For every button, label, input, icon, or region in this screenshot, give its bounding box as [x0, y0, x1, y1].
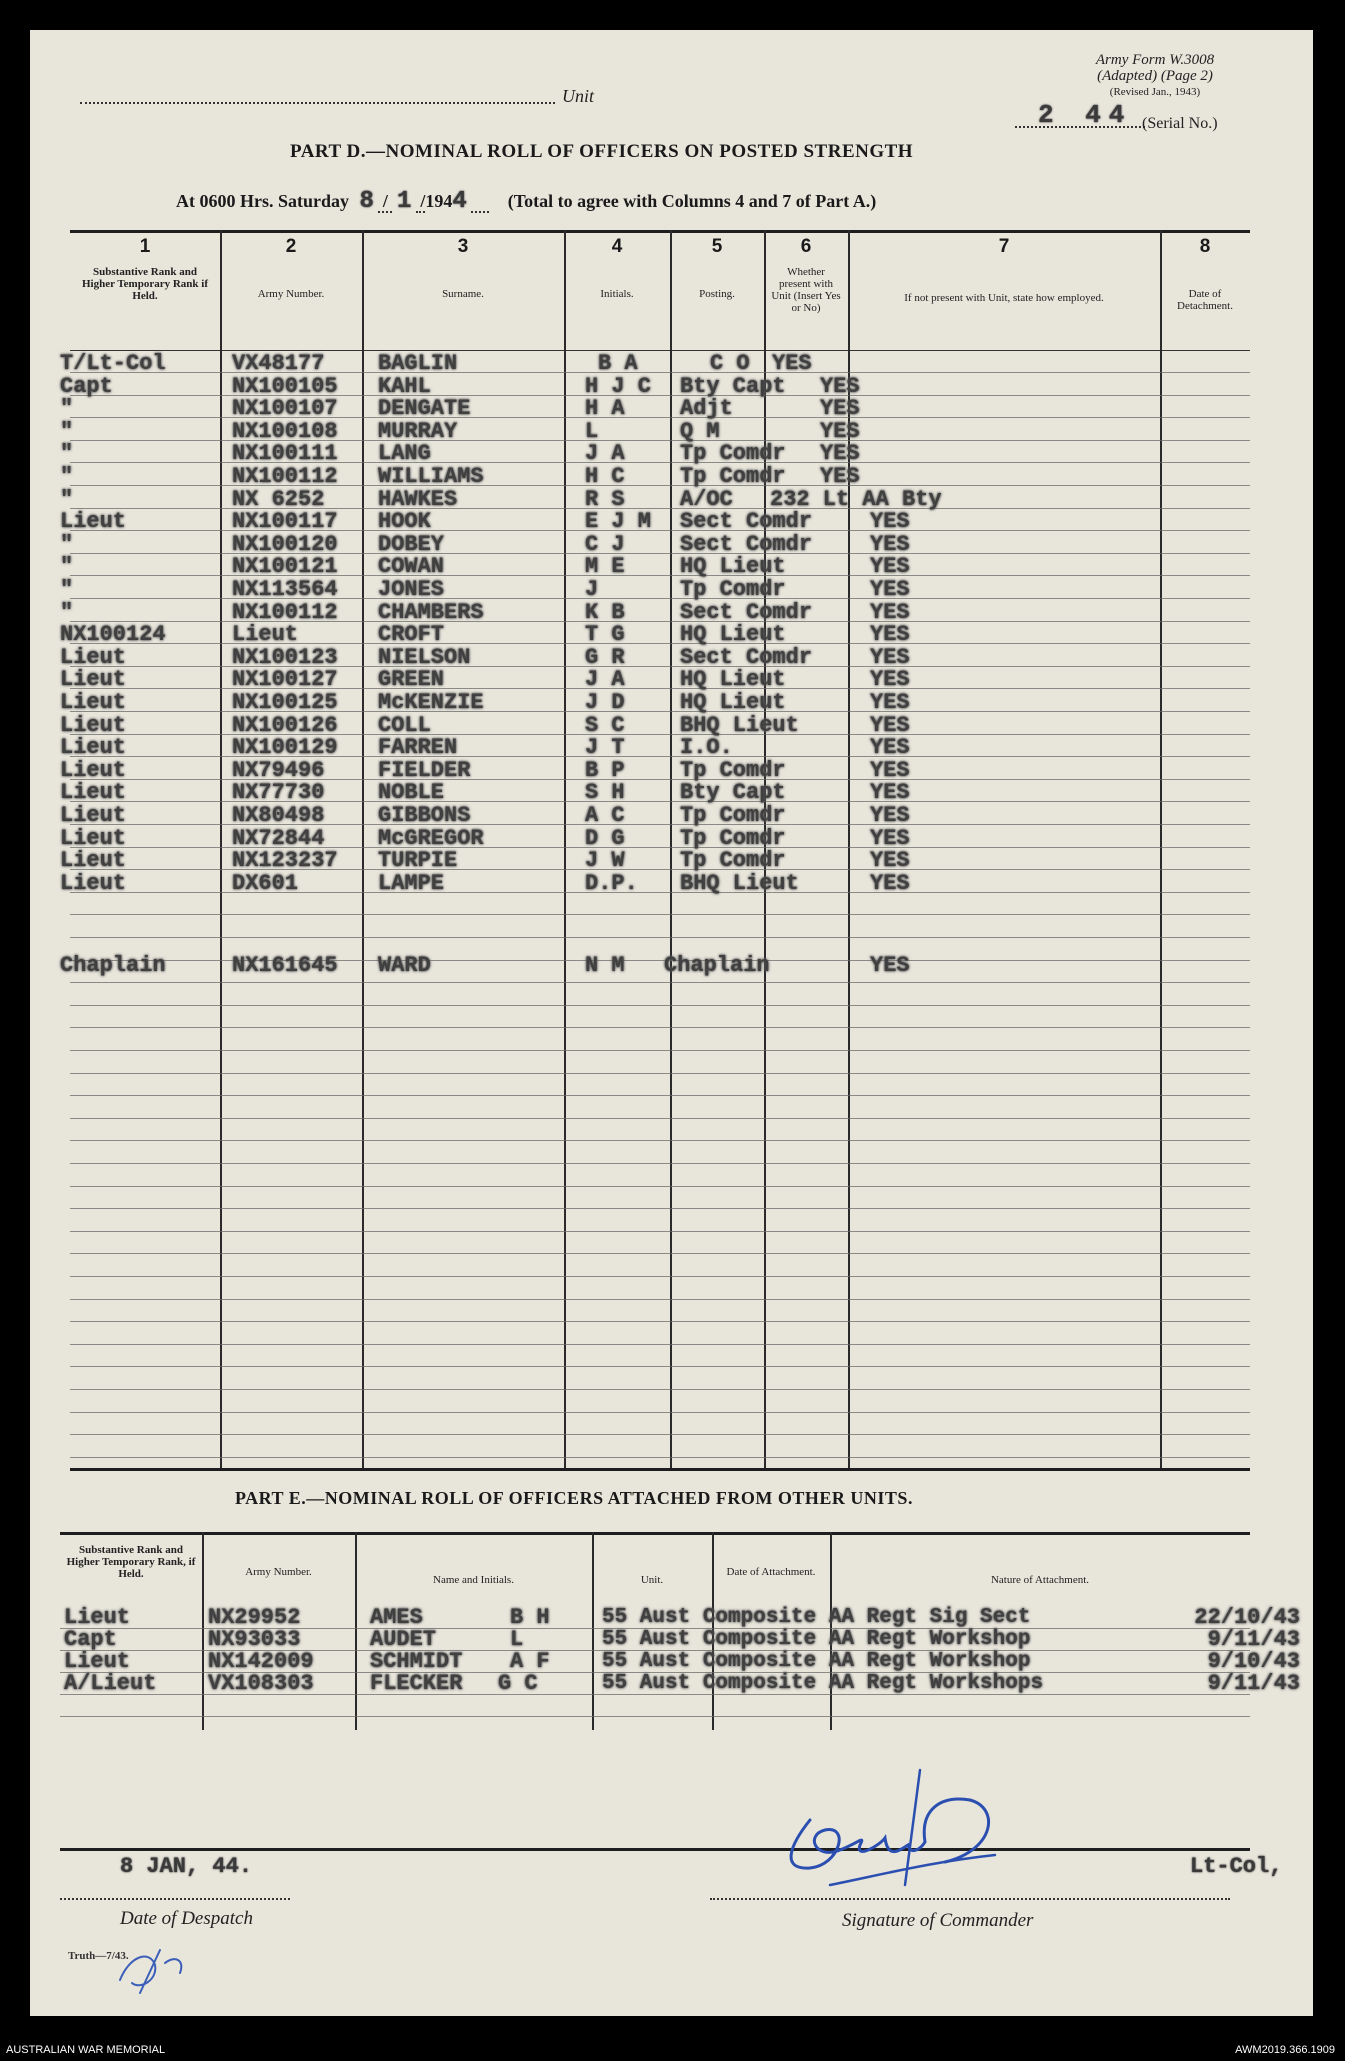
part-d-ruled-line [70, 937, 1250, 938]
part-d-cell: GREEN [378, 667, 445, 692]
part-d-cell: YES [870, 780, 910, 805]
part-e-cell: FLECKER [370, 1671, 463, 1696]
date-prefix: At 0600 Hrs. Saturday [176, 191, 350, 211]
archive-right: AWM2019.366.1909 [1235, 2044, 1335, 2056]
part-e-cell: G C [498, 1671, 538, 1696]
part-e-cell: NX93033 [208, 1627, 301, 1652]
part-d-cell: COLL [378, 713, 431, 738]
commander-rank: Lt-Col, [1190, 1854, 1283, 1879]
part-d-ruled-line [70, 982, 1250, 983]
part-d-cell: YES [820, 396, 860, 421]
archive-footer [0, 2037, 1345, 2061]
part-d-cell: E J M [585, 509, 652, 534]
part-d-cell: Q M [680, 419, 720, 444]
part-e-cell: A/Lieut [64, 1671, 157, 1696]
part-d-cell: HQ Lieut [680, 554, 786, 579]
part-d-cell: YES [870, 826, 910, 851]
form-ref-line-1: Army Form W.3008 [1095, 52, 1215, 68]
part-e-col-divider [202, 1532, 204, 1730]
part-d-cell: Chaplain [60, 953, 166, 978]
part-e-col-header: Name and Initials. [433, 1574, 514, 1586]
part-d-cell: N M [585, 953, 625, 978]
part-d-col-divider [670, 230, 672, 1468]
date-slash-1: / [378, 191, 393, 211]
part-d-cell: FIELDER [378, 758, 471, 783]
part-d-cell: NOBLE [378, 780, 445, 805]
part-e-cell: NX142009 [208, 1649, 314, 1674]
part-d-cell: GIBBONS [378, 803, 471, 828]
part-d-cell: Tp Comdr [680, 848, 786, 873]
part-e-cell: B H [510, 1605, 550, 1630]
part-d-cell: " [60, 419, 74, 444]
part-d-cell: LANG [378, 441, 431, 466]
part-d-cell: BAGLIN [378, 351, 458, 376]
part-d-cell: T G [585, 622, 625, 647]
part-d-cell: " [60, 487, 74, 512]
part-d-cell: Bty Capt [680, 374, 786, 399]
part-d-cell: JONES [378, 577, 445, 602]
part-d-cell: FARREN [378, 735, 458, 760]
part-d-cell: DX601 [232, 871, 299, 896]
part-d-cell: C J [585, 532, 625, 557]
part-d-ruled-line [70, 1118, 1250, 1119]
part-d-col-number: 7 [998, 236, 1010, 257]
date-suffix: (Total to agree with Columns 4 and 7 of Part A.) [507, 191, 877, 211]
part-d-cell: Capt [60, 374, 113, 399]
part-d-ruled-line [70, 1163, 1250, 1164]
part-d-cell: " [60, 396, 74, 421]
part-d-ruled-line [70, 1412, 1250, 1413]
part-d-cell: YES [870, 713, 910, 738]
part-d-col-header: Initials. [600, 288, 634, 300]
part-d-cell: D.P. [585, 871, 638, 896]
part-d-cell: NX80498 [232, 803, 325, 828]
date-day: 8 [359, 188, 374, 215]
part-d-cell: J D [585, 690, 625, 715]
part-d-cell: NX100125 [232, 690, 338, 715]
part-d-cell: J A [585, 667, 625, 692]
part-d-cell: " [60, 532, 74, 557]
part-e-col-header: Substantive Rank and Higher Temporary Rank, if Held. [66, 1544, 196, 1580]
date-of-despatch-label: Date of Despatch [120, 1908, 253, 1929]
part-d-cell: Tp Comdr [680, 464, 786, 489]
part-d-cell: YES [870, 532, 910, 557]
part-d-cell: NX100129 [232, 735, 338, 760]
despatch-date: 8 JAN, 44. [120, 1854, 253, 1879]
part-e-cell: A F [510, 1649, 550, 1674]
part-d-cell: WARD [378, 953, 431, 978]
part-d-cell: T/Lt-Col [60, 351, 166, 376]
part-d-cell: NIELSON [378, 645, 471, 670]
part-d-cell: HQ Lieut [680, 690, 786, 715]
part-d-cell: Chaplain [664, 953, 770, 978]
part-d-cell: Lieut [60, 645, 127, 670]
part-d-cell: YES [820, 464, 860, 489]
part-d-cell: J A [585, 441, 625, 466]
part-d-cell: NX79496 [232, 758, 325, 783]
part-d-cell: NX100123 [232, 645, 338, 670]
part-d-col-header: Army Number. [257, 288, 325, 300]
part-d-col-header: Substantive Rank and Higher Temporary Rank if Held. [81, 266, 208, 302]
part-d-cell: HOOK [378, 509, 431, 534]
part-d-cell: H J C [585, 374, 652, 399]
print-code: Truth—7/43. [68, 1950, 129, 1962]
part-d-cell: NX161645 [232, 953, 338, 978]
part-e-cell: Lieut [64, 1649, 131, 1674]
part-d-cell: CHAMBERS [378, 600, 484, 625]
part-d-cell: NX100105 [232, 374, 338, 399]
part-e-title: PART E.—NOMINAL ROLL OF OFFICERS ATTACHED FROM OTHER UNITS. [235, 1488, 913, 1508]
part-d-cell: YES [870, 803, 910, 828]
part-d-cell: NX100108 [232, 419, 338, 444]
part-d-cell: COWAN [378, 554, 445, 579]
signature-of-commander-label: Signature of Commander [842, 1910, 1034, 1931]
archive-left: AUSTRALIAN WAR MEMORIAL [6, 2044, 166, 2056]
part-d-cell: NX100127 [232, 667, 338, 692]
part-d-ruled-line [70, 1027, 1250, 1028]
part-d-cell: MURRAY [378, 419, 458, 444]
part-d-cell: YES [820, 419, 860, 444]
part-e-cell: 9/11/43 [1207, 1627, 1300, 1652]
part-e-cell: 55 Aust Composite AA Regt Sig Sect [602, 1606, 1031, 1629]
part-d-col-header: Surname. [442, 288, 484, 300]
date-year-prefix: 194 [425, 191, 453, 211]
part-d-cell: NX100124 [60, 622, 166, 647]
part-d-cell: J W [585, 848, 625, 873]
part-d-cell: L [585, 419, 599, 444]
part-e-cell: AMES [370, 1605, 423, 1630]
footer-rule [60, 1848, 1250, 1851]
part-d-col-header: Posting. [699, 288, 735, 300]
part-d-cell: YES [870, 667, 910, 692]
part-d-col-header: Date of Detachment. [1177, 288, 1233, 312]
part-d-cell: KAHL [378, 374, 431, 399]
date-year-digit: 4 [452, 188, 467, 215]
part-d-cell: LAMPE [378, 871, 445, 896]
part-d-ruled-line [70, 1344, 1250, 1345]
part-d-cell: YES [870, 554, 910, 579]
part-d-cell: CROFT [378, 622, 445, 647]
part-d-cell: YES [870, 848, 910, 873]
part-d-cell: YES [870, 871, 910, 896]
part-d-ruled-line [70, 1457, 1250, 1458]
part-d-title: PART D.—NOMINAL ROLL OF OFFICERS ON POSTED STRENGTH [290, 141, 914, 162]
part-d-cell: NX113564 [232, 577, 338, 602]
part-d-cell: TURPIE [378, 848, 458, 873]
part-e-col-divider [592, 1532, 594, 1730]
part-d-cell: NX100126 [232, 713, 338, 738]
part-d-cell: NX100112 [232, 464, 338, 489]
part-d-cell: YES [870, 690, 910, 715]
part-d-cell: " [60, 464, 74, 489]
part-d-ruled-line [70, 1366, 1250, 1367]
part-d-cell: NX123237 [232, 848, 338, 873]
part-e-top-rule [60, 1532, 1250, 1535]
date-month: 1 [396, 188, 412, 215]
part-d-cell: Tp Comdr [680, 441, 786, 466]
part-d-cell: Lieut [60, 871, 127, 896]
part-d-ruled-line [70, 1140, 1250, 1141]
date-dots [471, 191, 489, 213]
part-e-cell: 9/10/43 [1207, 1649, 1300, 1674]
part-d-top-rule [70, 230, 1250, 233]
part-d-cell: A C [585, 803, 625, 828]
part-d-cell: DOBEY [378, 532, 445, 557]
form-reference [1030, 52, 1280, 100]
part-d-cell: Lieut [60, 826, 127, 851]
part-d-col-divider [564, 230, 566, 1468]
part-d-cell: NX100112 [232, 600, 338, 625]
part-d-cell: Sect Comdr [680, 600, 813, 625]
part-d-cell: VX48177 [232, 351, 325, 376]
part-e-cell: NX29952 [208, 1605, 301, 1630]
part-d-cell: " [60, 600, 74, 625]
part-d-cell: H C [585, 464, 625, 489]
part-d-cell: " [60, 441, 74, 466]
part-d-cell: DENGATE [378, 396, 471, 421]
part-d-cell: K B [585, 600, 625, 625]
serial-number: 2 44 [1038, 100, 1133, 130]
part-d-cell: YES [870, 735, 910, 760]
part-d-ruled-line [70, 1005, 1250, 1006]
part-d-cell: Lieut [60, 848, 127, 873]
part-d-ruled-line [70, 1253, 1250, 1254]
part-d-cell: Lieut [60, 780, 127, 805]
part-d-cell: R S [585, 487, 625, 512]
part-e-cell: 55 Aust Composite AA Regt Workshop [602, 1628, 1031, 1651]
part-d-cell: NX100111 [232, 441, 338, 466]
part-e-ruled-line [60, 1716, 1250, 1717]
part-d-cell: NX72844 [232, 826, 325, 851]
part-d-ruled-line [70, 1073, 1250, 1074]
part-d-cell: BHQ Lieut [680, 871, 799, 896]
part-d-cell: HAWKES [378, 487, 458, 512]
date-line [176, 188, 1226, 218]
part-d-cell: 232 Lt AA Bty [770, 487, 942, 512]
part-e-cell: Lieut [64, 1605, 131, 1630]
part-e-col-header: Unit. [640, 1574, 664, 1586]
part-d-cell: S C [585, 713, 625, 738]
part-d-ruled-line [70, 1321, 1250, 1322]
part-d-cell: Lieut [60, 509, 127, 534]
part-d-ruled-line [70, 1231, 1250, 1232]
part-d-cell: Tp Comdr [680, 803, 786, 828]
part-e-col-header: Date of Attachment. [726, 1566, 816, 1578]
unit-label: Unit [562, 86, 595, 106]
part-d-cell: I.O. [680, 735, 733, 760]
part-d-cell: YES [772, 351, 812, 376]
unit-dotted-line [80, 102, 555, 104]
part-d-cell: HQ Lieut [680, 622, 786, 647]
part-e-cell: VX108303 [208, 1671, 314, 1696]
part-d-cell: Sect Comdr [680, 509, 813, 534]
part-d-cell: Lieut [60, 690, 127, 715]
part-d-cell: Lieut [60, 803, 127, 828]
part-e-cell: AUDET [370, 1627, 437, 1652]
part-d-col-number: 6 [800, 236, 812, 257]
part-d-cell: YES [870, 577, 910, 602]
part-d-cell: B P [585, 758, 625, 783]
part-d-cell: Adjt [680, 396, 733, 421]
part-d-cell: Sect Comdr [680, 645, 813, 670]
part-d-cell: " [60, 554, 74, 579]
part-d-ruled-line [70, 1389, 1250, 1390]
part-d-cell: G R [585, 645, 625, 670]
part-d-col-number: 4 [611, 236, 623, 257]
part-d-ruled-line [70, 1276, 1250, 1277]
part-d-cell: BHQ Lieut [680, 713, 799, 738]
signature-dotted-line [710, 1898, 1230, 1900]
part-d-cell: Tp Comdr [680, 758, 786, 783]
part-d-ruled-line [70, 1095, 1250, 1096]
part-d-cell: M E [585, 554, 625, 579]
despatch-dotted-line [60, 1898, 290, 1900]
form-ref-line-2: (Adapted) (Page 2) [1097, 68, 1213, 84]
part-e-col-divider [355, 1532, 357, 1730]
part-d-cell: Sect Comdr [680, 532, 813, 557]
part-d-cell: D G [585, 826, 625, 851]
part-d-cell: J [585, 577, 599, 602]
part-d-cell: Tp Comdr [680, 577, 786, 602]
part-d-cell: YES [820, 374, 860, 399]
part-d-ruled-line [70, 1299, 1250, 1300]
part-d-ruled-line [70, 1050, 1250, 1051]
part-d-col-divider [220, 230, 222, 1468]
part-d-cell: " [60, 577, 74, 602]
date-slash-2: / [415, 191, 426, 211]
part-d-ruled-line [70, 914, 1250, 915]
part-e-cell: SCHMIDT [370, 1649, 463, 1674]
form-ref-line-3: (Revised Jan., 1943) [1109, 86, 1201, 98]
part-d-ruled-line [70, 1208, 1250, 1209]
part-d-cell: NX100107 [232, 396, 338, 421]
part-e-cell: 55 Aust Composite AA Regt Workshop [602, 1650, 1031, 1673]
part-d-cell: YES [870, 758, 910, 783]
part-d-cell: YES [820, 441, 860, 466]
initials-scribble [110, 1945, 200, 1995]
part-d-cell: NX100120 [232, 532, 338, 557]
part-d-cell: YES [870, 645, 910, 670]
part-d-ruled-line [70, 1434, 1250, 1435]
part-d-cell: NX100117 [232, 509, 338, 534]
part-d-col-number: 1 [139, 236, 151, 257]
part-e-col-header: Army Number. [245, 1566, 312, 1578]
form-page [30, 30, 1313, 2016]
part-d-cell: Lieut [60, 667, 127, 692]
part-d-cell: NX 6252 [232, 487, 325, 512]
part-d-cell: A/OC [680, 487, 733, 512]
part-e-cell: 9/11/43 [1207, 1671, 1300, 1696]
part-d-cell: NX100121 [232, 554, 338, 579]
part-d-cell: NX77730 [232, 780, 325, 805]
part-d-col-number: 2 [285, 236, 297, 257]
part-d-cell: Lieut [60, 735, 127, 760]
part-e-cell: L [510, 1627, 524, 1652]
part-d-cell: YES [870, 953, 910, 978]
part-d-cell: Lieut [60, 713, 127, 738]
part-e-cell: 22/10/43 [1194, 1605, 1300, 1630]
part-d-col-number: 5 [711, 236, 723, 257]
part-e-col-header: Nature of Attachment. [990, 1574, 1090, 1586]
part-e-cell: 55 Aust Composite AA Regt Workshops [602, 1672, 1044, 1695]
part-d-col-divider [1160, 230, 1162, 1468]
part-e-cell: Capt [64, 1627, 117, 1652]
part-d-cell: YES [870, 509, 910, 534]
part-d-cell: WILLIAMS [378, 464, 484, 489]
part-d-cell: YES [870, 600, 910, 625]
part-d-cell: McKENZIE [378, 690, 484, 715]
part-d-bottom-rule [70, 1468, 1250, 1471]
part-d-col-divider [362, 230, 364, 1468]
part-d-cell: C O [710, 351, 750, 376]
part-d-cell: Lieut [232, 622, 299, 647]
part-d-col-number: 8 [1199, 236, 1211, 257]
part-d-cell: J T [585, 735, 625, 760]
part-d-cell: Tp Comdr [680, 826, 786, 851]
serial-label: (Serial No.) [1142, 115, 1218, 132]
part-d-col-header: If not present with Unit, state how employed. [904, 292, 1104, 304]
part-d-cell: Bty Capt [680, 780, 786, 805]
part-d-cell: B A [598, 351, 638, 376]
part-d-cell: HQ Lieut [680, 667, 786, 692]
part-d-cell: McGREGOR [378, 826, 484, 851]
part-d-col-number: 3 [457, 236, 469, 257]
part-d-cell: H A [585, 396, 625, 421]
part-d-ruled-line [70, 1186, 1250, 1187]
part-d-cell: S H [585, 780, 625, 805]
part-d-cell: YES [870, 622, 910, 647]
part-d-col-header: Whether present with Unit (Insert Yes or No) [771, 266, 841, 314]
part-d-cell: Lieut [60, 758, 127, 783]
commander-signature [770, 1750, 1040, 1890]
